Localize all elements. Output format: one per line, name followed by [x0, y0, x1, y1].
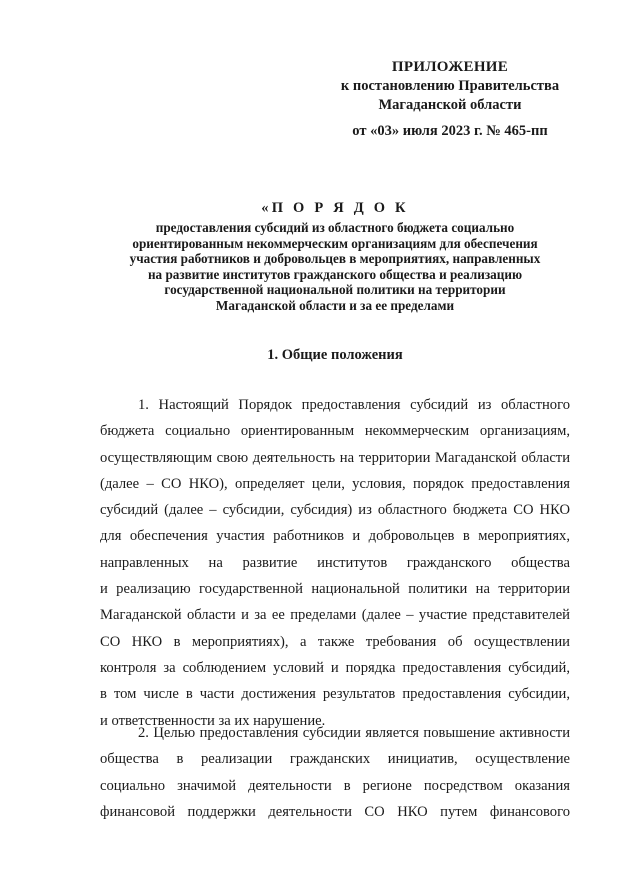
subtitle-line: предоставления субсидий из областного бюджета социально — [155, 220, 515, 235]
paragraph-line: для обеспечения участия работников и добровольцев в мероприятиях, — [100, 528, 570, 545]
paragraph-line: общества в реализации гражданских инициатив, осуществление — [100, 751, 570, 768]
paragraph-line: контроля за соблюдением условий и порядка предоставления субсидий, — [100, 659, 570, 676]
subtitle-line: участия работников и добровольцев в мероприятиях, направленных — [129, 251, 541, 267]
paragraph-line: в том числе в части достижения результатов предоставления субсидии, — [100, 686, 570, 703]
paragraph-line: СО НКО в мероприятиях), а также требования об осуществлении — [100, 633, 570, 650]
subtitle-line: государственной национальной политики на территории — [164, 282, 506, 298]
paragraph-2 — [100, 720, 570, 825]
paragraph-line: осуществляющим свою деятельность на территории Магаданской области — [100, 449, 570, 466]
paragraph-line: субсидий (далее – субсидии, субсидия) из областного бюджета СО НКО — [100, 502, 570, 519]
paragraph-line: (далее – СО НКО), определяет цели, условия, порядок предоставления — [100, 475, 570, 492]
paragraph-line: направленных на развитие институтов гражданского общества — [100, 554, 570, 571]
appendix-line-1: к постановлению Правительства — [340, 78, 560, 94]
paragraph-line: 1. Настоящий Порядок предоставления субсидий из областного — [138, 397, 570, 413]
paragraph-1 — [100, 392, 570, 734]
paragraph-line: финансовой поддержки деятельности СО НКО путем финансового — [100, 803, 570, 820]
paragraph-line: социально значимой деятельности в регионе посредством оказания — [100, 777, 570, 794]
subtitle-line: на развитие институтов гражданского общества и реализацию — [147, 266, 523, 282]
paragraph-line: и ответственности за их нарушение. — [100, 712, 326, 729]
document-heading: «П О Р Я Д О К — [261, 200, 409, 216]
subtitle-line: Магаданской области и за ее пределами — [215, 297, 455, 313]
appendix-block — [320, 58, 580, 141]
paragraph-line: и реализацию государственной национальной политики на территории — [100, 581, 570, 598]
appendix-line-2: Магаданской области — [378, 97, 522, 113]
paragraph-line: 2. Целью предоставления субсидии является повышение активности — [138, 725, 570, 741]
section-title: 1. Общие положения — [267, 347, 403, 363]
paragraph-line: бюджета социально ориентированным некоммерческим организациям, — [100, 423, 570, 440]
subtitle-line: ориентированным некоммерческим организациям для обеспечения — [132, 235, 538, 251]
paragraph-line: Магаданской области и за ее пределами (далее – участие представителей — [100, 607, 570, 624]
appendix-date: от «03» июля 2023 г. № 465-пп — [352, 123, 548, 139]
document-subtitle — [100, 220, 570, 314]
appendix-title: ПРИЛОЖЕНИЕ — [391, 59, 509, 75]
